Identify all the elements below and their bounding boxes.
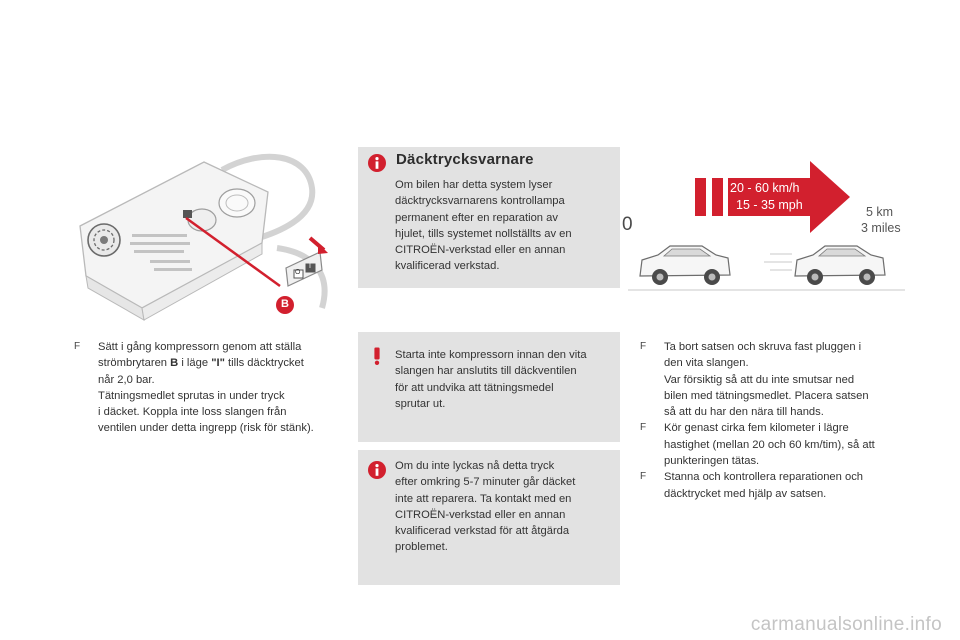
text-line: punkteringen tätas.	[664, 455, 760, 468]
pressure-info-text	[395, 458, 606, 556]
text-line: Stanna och kontrollera reparationen och	[664, 471, 864, 484]
switch-label-off: O	[295, 269, 301, 276]
warning-line: Starta inte kompressorn innan den vita	[395, 349, 587, 361]
info-line: kvalificerad verkstad för att åtgärda	[395, 525, 570, 538]
bullet-item	[640, 420, 912, 469]
left-instructions	[74, 339, 346, 437]
right-instructions	[640, 339, 912, 502]
speed-kmh-label: 20 - 60 km/h	[730, 181, 800, 195]
text-segment: tills däcktrycket	[224, 357, 304, 370]
callout-b-label: B	[281, 298, 289, 310]
distance-miles-label: 3 miles	[861, 221, 901, 235]
warning-line: sprutar ut.	[395, 397, 446, 410]
bullet-item	[640, 469, 912, 502]
info-line: CITROËN-verkstad eller en annan	[395, 508, 566, 521]
bullet-mark: F	[640, 471, 647, 483]
switch-b-ref: B	[170, 357, 179, 370]
tpms-text	[395, 177, 606, 275]
bullet-mark: F	[640, 341, 647, 352]
text-line: Kör genast cirka fem kilometer i lägre	[664, 422, 849, 435]
text-segment: strömbrytaren	[98, 357, 171, 370]
tpms-info-box	[358, 147, 620, 288]
text-line: den vita slangen.	[664, 357, 749, 370]
text-line: Tätningsmedlet sprutas in under tryck	[98, 389, 285, 402]
tpms-line: kvalificerad verkstad.	[395, 260, 500, 273]
pressure-info-box	[358, 450, 620, 585]
warning-line: för att undvika att tätningsmedel	[395, 381, 554, 394]
speed-mph-label: 15 - 35 mph	[736, 198, 803, 212]
tpms-line: hjulet, tills systemet nollställts av en	[395, 227, 572, 240]
text-segment: i läge	[178, 357, 212, 370]
text-line: ventilen under detta ingrepp (risk för stänk).	[98, 422, 314, 435]
info-icon	[368, 154, 386, 172]
info-line: efter omkring 5-7 minuter går däcket	[395, 476, 576, 489]
tpms-line: permanent efter en reparation av	[395, 211, 558, 224]
text-line	[98, 355, 346, 371]
text-line: Sätt i gång kompressorn genom att ställa	[98, 341, 302, 353]
info-line: Om du inte lyckas nå detta tryck	[395, 460, 555, 472]
position-i-ref: "I"	[211, 357, 225, 370]
text-line: bilen med tätningsmedlet. Placera satsen	[664, 389, 869, 402]
text-line: Ta bort satsen och skruva fast pluggen i	[664, 341, 862, 353]
text-line: Var försiktig så att du inte smutsar ned	[664, 373, 855, 386]
info-line: problemet.	[395, 541, 448, 554]
bullet-mark: F	[74, 341, 81, 352]
distance-km-label: 5 km	[866, 205, 894, 219]
text-line: når 2,0 bar.	[98, 373, 155, 386]
text-line: hastighet (mellan 20 och 60 km/tim), så att	[664, 438, 875, 451]
warning-box	[358, 332, 620, 442]
bullet-item	[640, 339, 912, 420]
text-line: så att du har den nära till hands.	[664, 406, 824, 419]
bullet-mark: F	[640, 422, 647, 434]
switch-label-on: I	[309, 263, 311, 270]
text-line: däcktrycket med hjälp av satsen.	[664, 487, 827, 500]
speed-distance-diagram	[620, 148, 910, 293]
info-line: inte att reparera. Ta kontakt med en	[395, 492, 572, 505]
tpms-line: Om bilen har detta system lyser	[395, 179, 553, 191]
warning-line: slangen har anslutits till däckventilen	[395, 365, 577, 378]
text-line: i däcket. Koppla inte loss slangen från	[98, 406, 287, 419]
tpms-line: CITROËN-verkstad eller en annan	[395, 244, 566, 257]
exclamation-icon	[368, 347, 386, 365]
watermark: carmanualsonline.info	[750, 614, 942, 635]
tpms-title: Däcktrycksvarnare	[396, 151, 534, 168]
tpms-line: däcktrycksvarnarens kontrollampa	[395, 195, 565, 208]
compressor-kit-illustration	[72, 148, 342, 326]
warning-text	[395, 347, 606, 412]
bullet-item	[74, 339, 346, 437]
start-label: 0	[622, 214, 633, 235]
info-icon	[368, 461, 386, 479]
